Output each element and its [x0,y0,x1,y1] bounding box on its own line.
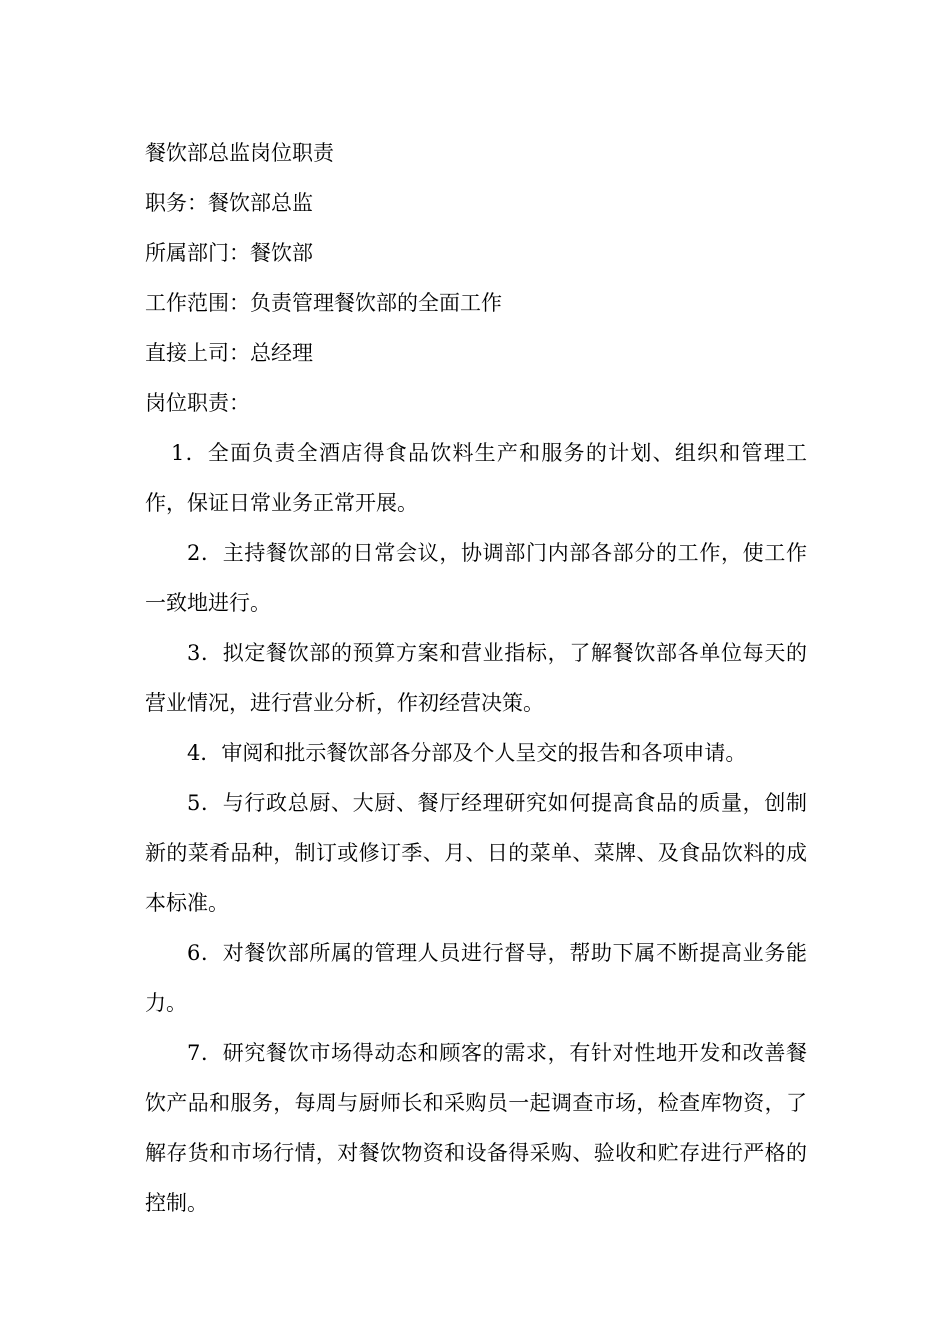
duty-item-2: 2．主持餐饮部的日常会议，协调部门内部各部分的工作，使工作一致地进行。 [145,541,807,615]
duty-item-3: 3．拟定餐饮部的预算方案和营业指标，了解餐饮部各单位每天的营业情况，进行营业分析，作初经营决策。 [145,641,807,715]
duty-item-4: 4．审阅和批示餐饮部各分部及个人呈交的报告和各项申请。 [187,741,747,765]
duty-item-6: 6．对餐饮部所属的管理人员进行督导，帮助下属不断提高业务能力。 [145,941,807,1015]
duty-item-5: 5．与行政总厨、大厨、餐厅经理研究如何提高食品的质量，创制新的菜肴品种，制订或修订季、月、日的菜单、菜牌、及食品饮料的成本标准。 [145,791,807,915]
duty-item-1: 1．全面负责全酒店得食品饮料生产和服务的计划、组织和管理工作，保证日常业务正常开展。 [145,441,807,515]
position-line: 职务：餐饮部总监 [145,191,313,215]
department-line: 所属部门：餐饮部 [145,241,313,265]
duty-item-7: 7．研究餐饮市场得动态和顾客的需求，有针对性地开发和改善餐饮产品和服务，每周与厨师长和采购员一起调查市场，检查库物资，了解存货和市场行情，对餐饮物资和设备得采购、验收和贮存进行严格的控制。 [145,1041,807,1215]
document-page [145,128,807,1228]
scope-line: 工作范围：负责管理餐饮部的全面工作 [145,291,502,315]
duties-heading: 岗位职责： [145,391,250,415]
document-title: 餐饮部总监岗位职责 [145,141,334,165]
supervisor-line: 直接上司：总经理 [145,341,313,365]
